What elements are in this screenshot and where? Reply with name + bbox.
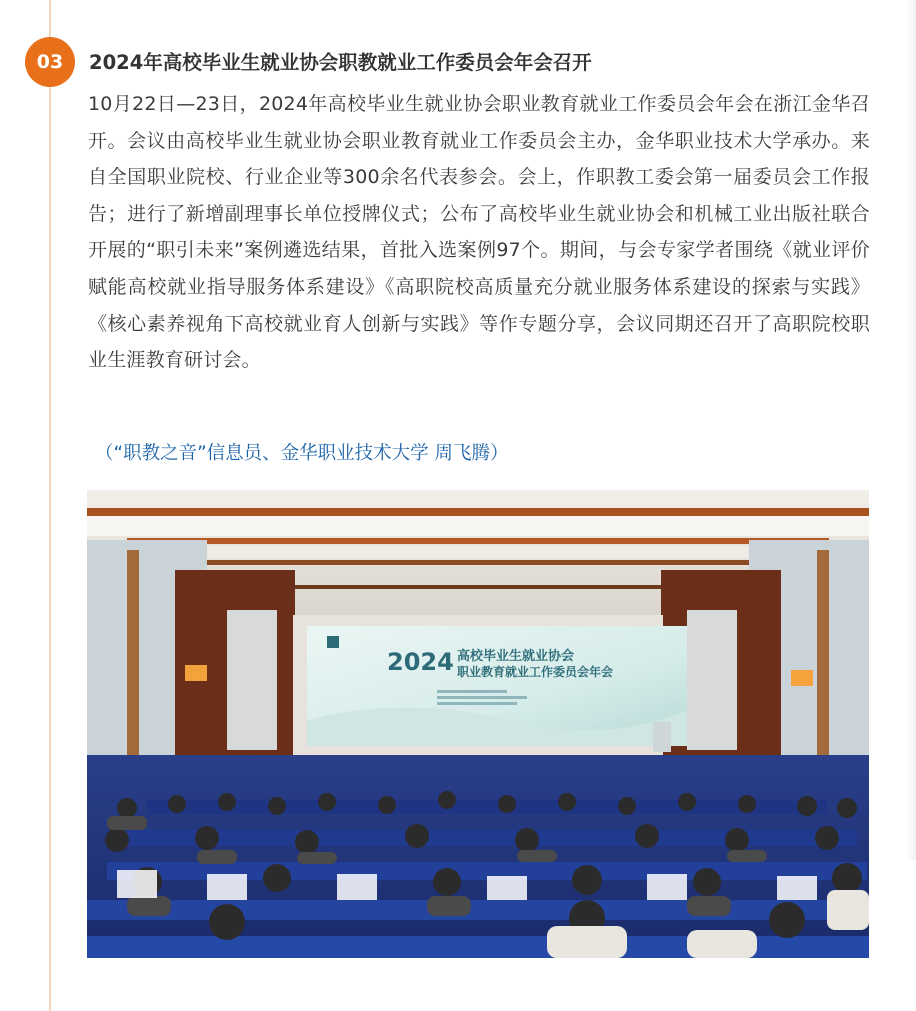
screen-line2-text: 职业教育就业工作委员会年会 [457,665,614,679]
article-body: 10月22日—23日，2024年高校毕业生就业协会职业教育就业工作委员会年会在浙江金华召开。会议由高校毕业生就业协会职业教育就业工作委员会主办，金华职业技术大学承办。来自全国职业院校、行业企业等300余名代表参会。会上，作职教工委会第一届委员会工作报告；进行了新增副理事长单位授牌仪式；公布了高校毕业生就业协会和机械工业出版社联合开展的“职引未来”案例遴选结果，首批入选案例97个。期间，与会专家学者围绕《就业评价赋能高校就业指导服务体系建设》《高职院校高质量充分就业服务体系建设的探索与实践》《核心素养视角下高校就业育人创新与实践》等作专题分享，会议同期还召开了高职院校职业生涯教育研讨会。 [88,93,870,372]
article-credit: （“职教之音”信息员、金华职业技术大学 周飞腾） [95,443,509,464]
section-number-badge [25,37,75,87]
timeline-line [49,0,51,1011]
screen-year-text: 2024 [387,648,454,676]
page-edge-shadow [906,0,916,860]
conference-photo [87,490,869,958]
section-title: 2024年高校毕业生就业协会职教就业工作委员会年会召开 [89,51,592,74]
section-number: 03 [36,51,64,73]
screen-line1-text: 高校毕业生就业协会 [457,649,575,664]
conference-photo-illustration [87,490,869,958]
